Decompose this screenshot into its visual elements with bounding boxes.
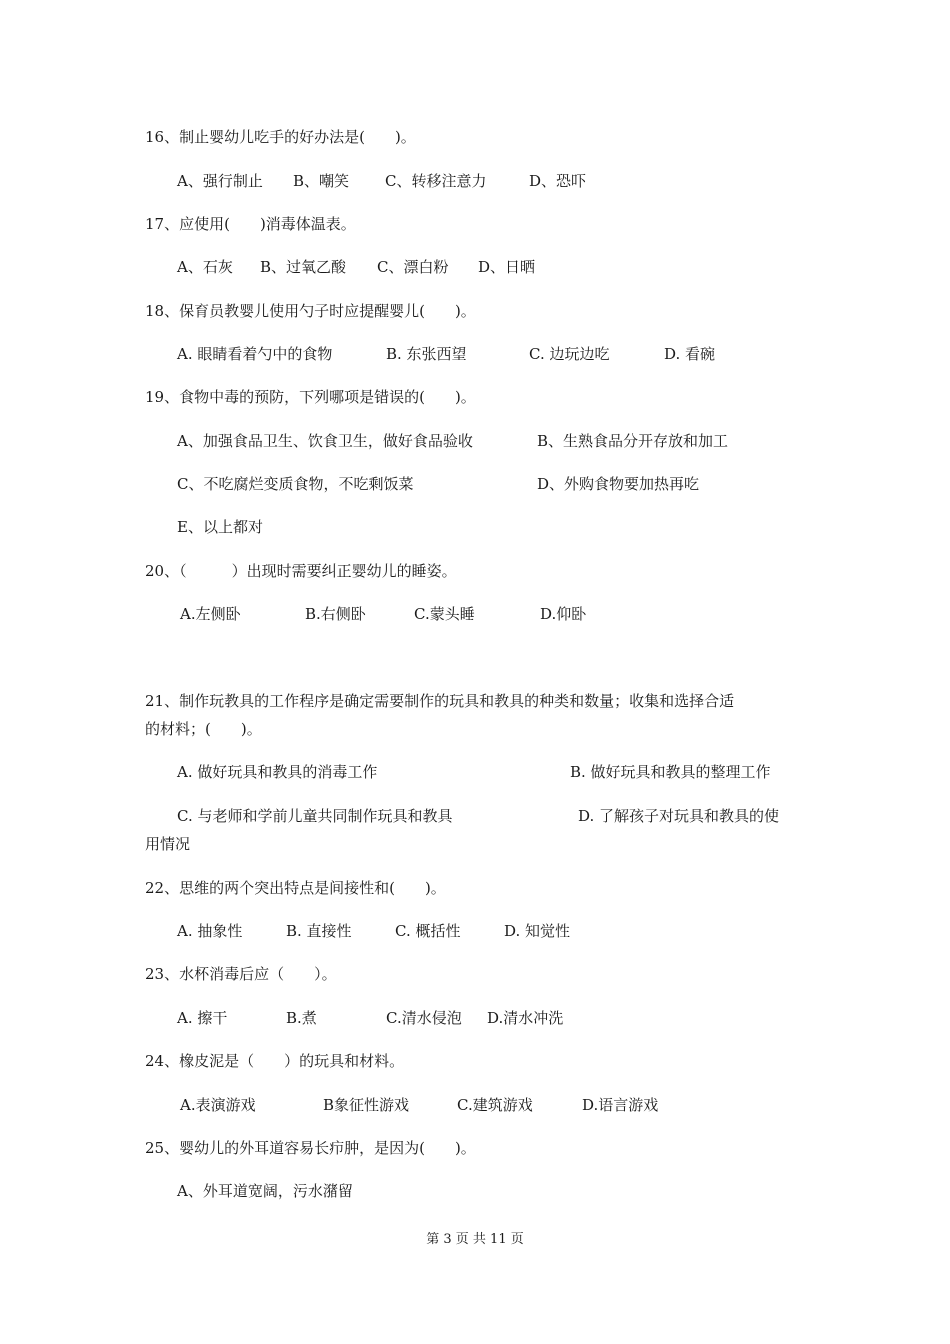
option-a: A. 擦干 [177, 1009, 228, 1027]
option-b: B.煮 [286, 1009, 317, 1027]
option-b: B象征性游戏 [323, 1096, 410, 1114]
option-d: D、外购食物要加热再吃 [537, 475, 700, 493]
question-stem: 19、食物中毒的预防，下列哪项是错误的( )。 [145, 388, 476, 406]
option-a: A. 眼睛看着勺中的食物 [177, 345, 333, 363]
option-c: C. 边玩边吃 [529, 345, 610, 363]
option-b: B、生熟食品分开存放和加工 [537, 432, 729, 450]
question-stem: 22、思维的两个突出特点是间接性和( )。 [145, 879, 446, 897]
option-e: E、以上都对 [177, 518, 263, 536]
option-d: D.仰卧 [540, 605, 587, 623]
option-b: B. 东张西望 [386, 345, 467, 363]
option-d: D. 看碗 [664, 345, 716, 363]
question-stem: 16、制止婴幼儿吃手的好办法是( )。 [145, 128, 416, 146]
option-b: B.右侧卧 [305, 605, 366, 623]
question-stem: 18、保育员教婴儿使用勺子时应提醒婴儿( )。 [145, 302, 476, 320]
option-a: A. 抽象性 [177, 922, 243, 940]
option-a: A.表演游戏 [180, 1096, 256, 1114]
question-stem: 20、（ ）出现时需要纠正婴幼儿的睡姿。 [145, 562, 457, 580]
question-stem: 23、水杯消毒后应（ ）。 [145, 965, 337, 983]
option-a: A. 做好玩具和教具的消毒工作 [177, 763, 378, 781]
option-d: D. 了解孩子对玩具和教具的使 [578, 807, 780, 825]
question-stem: 24、橡皮泥是（ ）的玩具和材料。 [145, 1052, 405, 1070]
option-a: A、加强食品卫生、饮食卫生，做好食品验收 [177, 432, 473, 450]
page-footer: 第 3 页 共 11 页 [426, 1232, 524, 1247]
option-d: D. 知觉性 [504, 922, 571, 940]
question-stem-continued: 的材料；( )。 [145, 720, 262, 738]
option-b: B. 做好玩具和教具的整理工作 [570, 763, 771, 781]
option-a: A.左侧卧 [180, 605, 241, 623]
option-c: C.建筑游戏 [457, 1096, 533, 1114]
option-c: C、不吃腐烂变质食物，不吃剩饭菜 [177, 475, 414, 493]
option-a: A、强行制止 [177, 172, 263, 190]
option-b: B. 直接性 [286, 922, 352, 940]
option-a: A、石灰 [177, 258, 233, 276]
question-stem: 21、制作玩教具的工作程序是确定需要制作的玩具和教具的种类和数量；收集和选择合适 [145, 692, 735, 710]
option-d: D.语言游戏 [582, 1096, 659, 1114]
option-a: A、外耳道宽阔，污水潴留 [177, 1182, 353, 1200]
option-c: C.蒙头睡 [414, 605, 475, 623]
option-d: D、恐吓 [529, 172, 587, 190]
option-c: C、漂白粉 [377, 258, 449, 276]
option-d: D.清水冲洗 [487, 1009, 564, 1027]
option-c: C、转移注意力 [385, 172, 487, 190]
option-b: B、嘲笑 [293, 172, 350, 190]
question-stem: 17、应使用( )消毒体温表。 [145, 215, 356, 233]
option-b: B、过氧乙酸 [260, 258, 347, 276]
option-d-continued: 用情况 [145, 835, 191, 853]
option-d: D、日晒 [478, 258, 536, 276]
option-c: C.清水侵泡 [386, 1009, 462, 1027]
option-c: C. 与老师和学前儿童共同制作玩具和教具 [177, 807, 453, 825]
question-stem: 25、婴幼儿的外耳道容易长疖肿，是因为( )。 [145, 1139, 476, 1157]
option-c: C. 概括性 [395, 922, 461, 940]
